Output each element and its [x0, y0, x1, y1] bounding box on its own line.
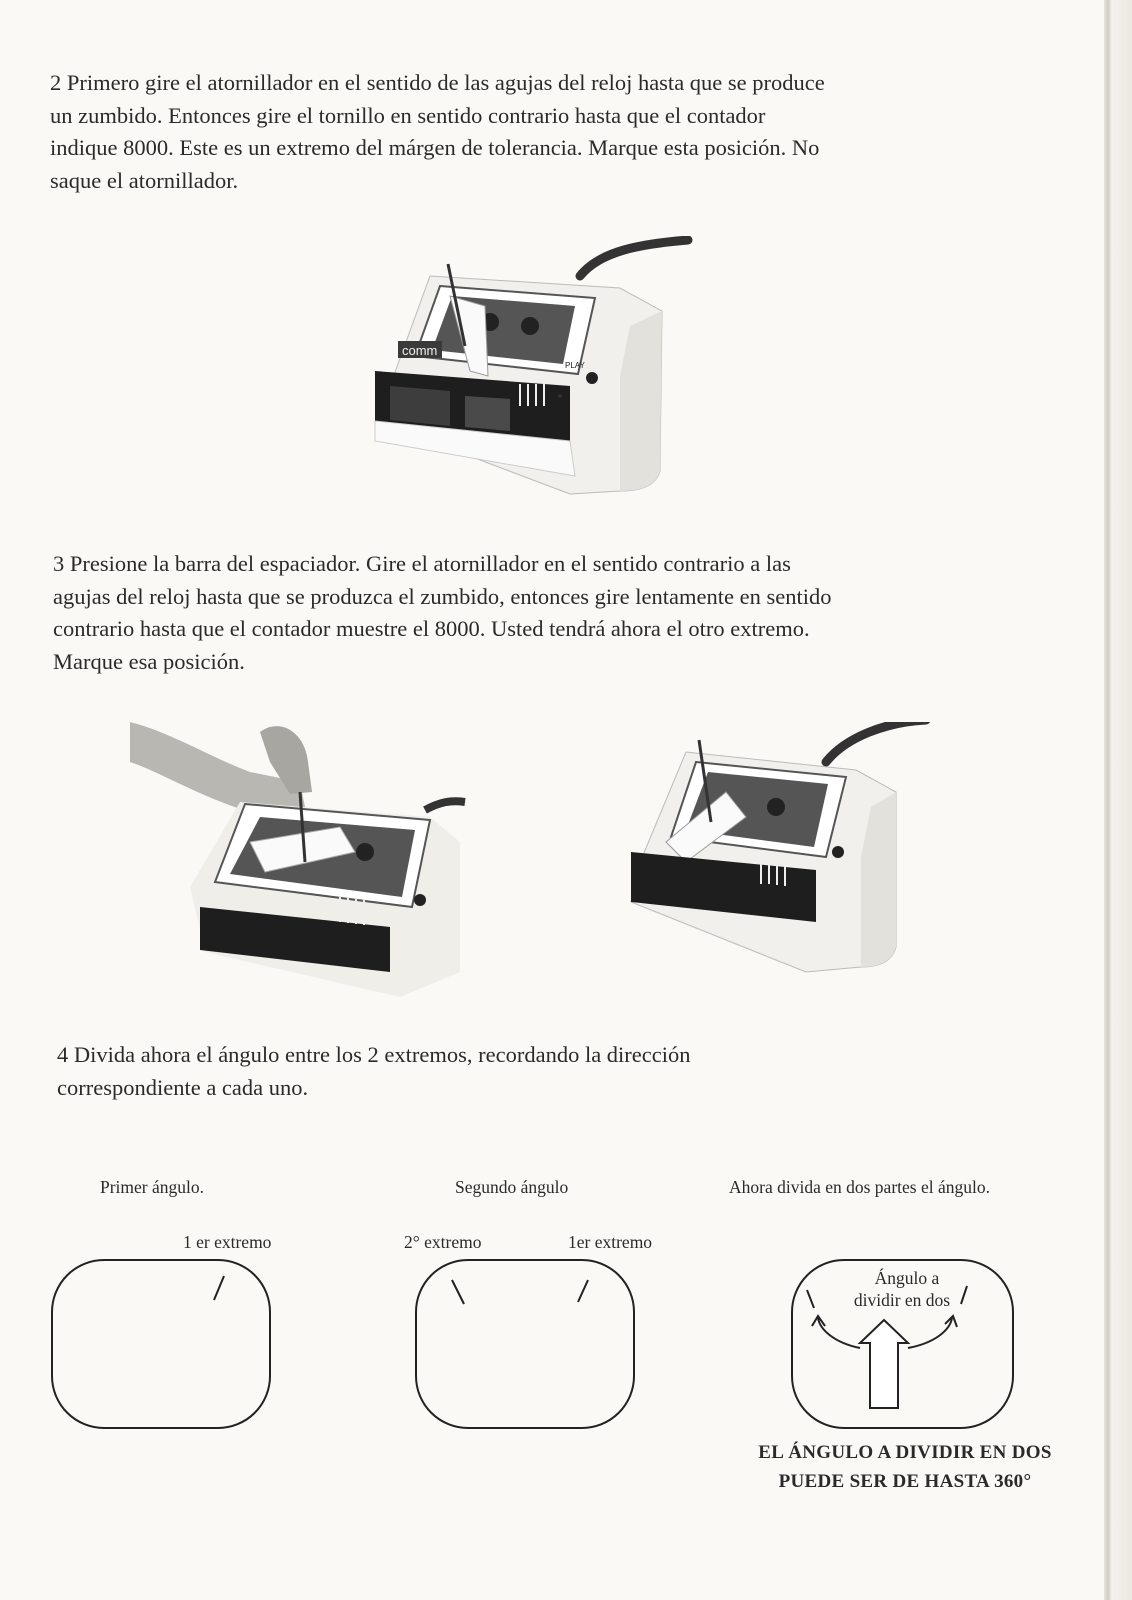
note-line-2: PUEDE SER DE HASTA 360°: [778, 1471, 1032, 1492]
third-angle-title: Ahora divida en dos partes el ángulo.: [729, 1177, 990, 1197]
step-3-line: contrario hasta que el contador muestre el 8000. Usted tendrá ahora el otro extremo.: [53, 616, 810, 641]
step-2-line: indique 8000. Este es un extremo del márgen de tolerancia. Marque esta posición. No: [50, 135, 820, 160]
dial-divide-text: dividir en dos: [853, 1290, 951, 1310]
first-extreme-label-2: 1er extremo: [568, 1232, 653, 1252]
datassette-photo-2: [130, 722, 470, 1000]
datassette-photo-3: [626, 722, 946, 1000]
first-extreme-mark: [578, 1280, 588, 1302]
left-curved-arrow: [818, 1318, 860, 1348]
step-3-paragraph: [53, 548, 1013, 678]
step-3-line: Marque esa posición.: [53, 648, 245, 674]
second-angle-title: Segundo ángulo: [455, 1177, 569, 1197]
up-arrow: [860, 1320, 908, 1408]
step-2-line: 2 Primero gire el atornillador en el sentido de las agujas del reloj hasta que se produce: [50, 70, 825, 95]
first-angle-dial: [50, 1258, 272, 1430]
step-4-paragraph: [57, 1039, 1017, 1104]
step-2-paragraph: [50, 67, 1008, 197]
second-extreme-mark: [452, 1280, 464, 1304]
first-extreme-label: 1 er extremo: [183, 1232, 272, 1252]
step-3-line: 3 Presione la barra del espaciador. Gire el atornillador en el sentido contrario a las: [53, 551, 791, 576]
dial-angle-text: Ángulo a: [874, 1268, 940, 1288]
first-angle-title: Primer ángulo.: [100, 1177, 205, 1197]
datassette-photo-1: [370, 236, 710, 514]
note-line-1: EL ÁNGULO A DIVIDIR EN DOS: [758, 1442, 1052, 1463]
step-4-line: 4 Divida ahora el ángulo entre los 2 extremos, recordando la dirección: [57, 1042, 691, 1067]
step-3-line: agujas del reloj hasta que se produzca el zumbido, entonces gire lentamente en sentido: [53, 583, 832, 609]
first-extreme-mark: [214, 1276, 224, 1300]
brand-text: comm: [402, 343, 438, 358]
second-angle-dial: [414, 1258, 636, 1430]
second-extreme-label: 2° extremo: [404, 1232, 482, 1252]
step-2-line: saque el atornillador.: [50, 167, 239, 193]
step-4-line: correspondiente a cada uno.: [57, 1074, 309, 1100]
step-2-line: un zumbido. Entonces gire el tornillo en sentido contrario hasta que el contador: [50, 102, 766, 128]
page-edge: [1104, 0, 1132, 1600]
play-label: PLAY: [565, 361, 585, 370]
